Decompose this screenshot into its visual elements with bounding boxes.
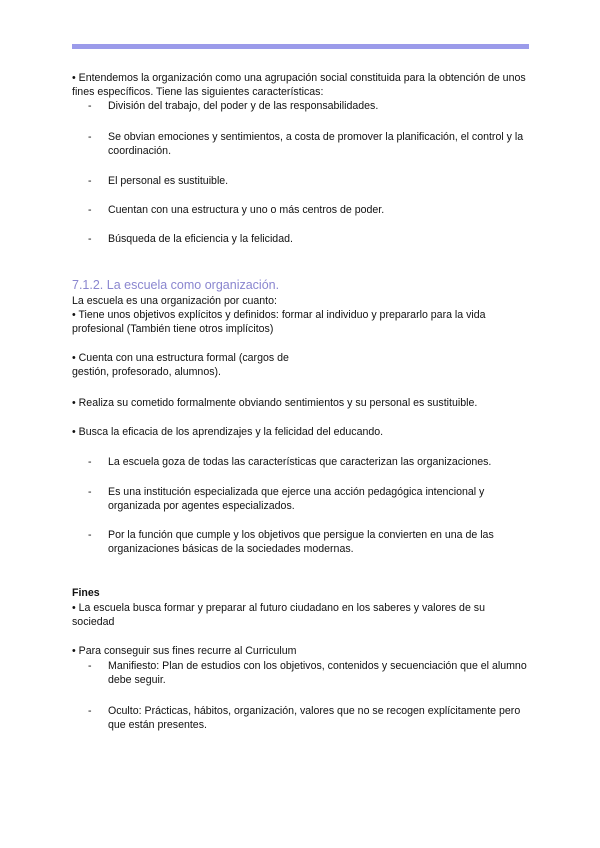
section-heading: 7.1.2. La escuela como organización. [72, 278, 280, 292]
section-lead: La escuela es una organización por cuanto: [72, 295, 277, 307]
fines-heading: Fines [72, 587, 100, 599]
list-dash: - [88, 204, 92, 216]
bullet-paragraph-line: • Cuenta con una estructura formal (cargos de [72, 352, 289, 364]
list-dash: - [88, 486, 92, 498]
list-dash: - [88, 660, 92, 672]
list-item: Por la función que cumple y los objetivos que persigue la convierten en una de las organizaciones básicas de la sociedades modernas. [108, 529, 494, 555]
list-dash: - [88, 456, 92, 468]
list-dash: - [88, 100, 92, 112]
list-dash: - [88, 705, 92, 717]
bullet-paragraph: • Para conseguir sus fines recurre al Curriculum [72, 645, 297, 657]
list-item: La escuela goza de todas las características que caracterizan las organizaciones. [108, 456, 492, 468]
list-item: Es una institución especializada que ejerce una acción pedagógica intencional y organizada por agentes especializados. [108, 486, 485, 512]
list-dash: - [88, 529, 92, 541]
intro-paragraph: • Entendemos la organización como una agrupación social constituida para la obtención de unos fines específicos. Tiene las siguientes características: [72, 72, 526, 98]
list-item: Cuentan con una estructura y uno o más centros de poder. [108, 204, 385, 216]
bullet-paragraph-line: gestión, profesorado, alumnos). [72, 366, 221, 378]
list-dash: - [88, 131, 92, 143]
list-item: El personal es sustituible. [108, 175, 229, 187]
bullet-paragraph: • Tiene unos objetivos explícitos y definidos: formar al individuo y prepararlo para la vida profesional (También tiene otros implícitos) [72, 309, 486, 335]
list-item: Manifiesto: Plan de estudios con los objetivos, contenidos y secuenciación que el alumno debe seguir. [108, 660, 527, 686]
bullet-paragraph: • Realiza su cometido formalmente obviando sentimientos y su personal es sustituible. [72, 397, 478, 409]
header-rule [72, 44, 529, 49]
list-item: Oculto: Prácticas, hábitos, organización, valores que no se recogen explícitamente pero que están presentes. [108, 705, 521, 731]
list-item: División del trabajo, del poder y de las responsabilidades. [108, 100, 379, 112]
list-item: Se obvian emociones y sentimientos, a costa de promover la planificación, el control y la coordinación. [108, 131, 524, 157]
list-dash: - [88, 233, 92, 245]
bullet-paragraph: • Busca la eficacia de los aprendizajes y la felicidad del educando. [72, 426, 384, 438]
list-item: Búsqueda de la eficiencia y la felicidad. [108, 233, 293, 245]
bullet-paragraph: • La escuela busca formar y preparar al futuro ciudadano en los saberes y valores de su sociedad [72, 602, 485, 628]
list-dash: - [88, 175, 92, 187]
